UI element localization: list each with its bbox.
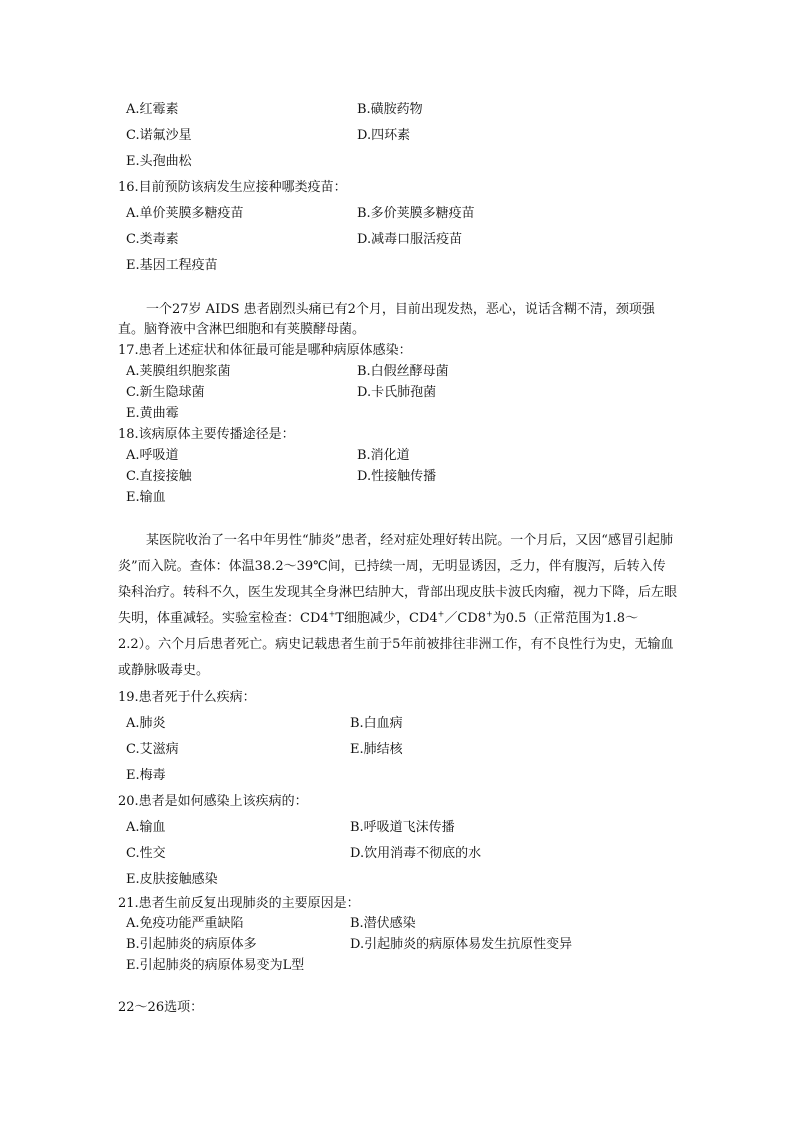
case3-sup-2: + (437, 609, 445, 619)
question-21-stem: 21.患者生前反复出现肺炎的主要原因是： (118, 896, 360, 911)
option-19-a: A.肺炎 (126, 716, 166, 731)
option-16-d: D.减毒口服活疫苗 (357, 232, 463, 247)
question-16-stem: 16.目前预防该病发生应接种哪类疫苗： (118, 180, 347, 195)
case3-text-1: 某医院收治了一名中年男性“肺炎”患者，经对症处理好转出院。一个月后，又因“感冒引起肺炎”而入院。查体：体温38.2～39℃间，已持续一周，无明显诱因，乏力，伴有腹泻，后转入传染科治疗。转科不久，医生发现其全身淋巴结肿大，背部出现皮肤卡波氏肉瘤，视力下降，后左眼失明，体重减轻。实验室检查：CD4 (118, 533, 678, 626)
case3-text-2: T细胞减少，CD4 (335, 611, 438, 626)
option-15-a: A.红霉素 (126, 102, 179, 117)
option-17-b: B.白假丝酵母菌 (357, 364, 449, 379)
option-19-b: B.白血病 (350, 716, 403, 731)
option-15-c: C.诺氟沙星 (126, 128, 192, 143)
question-18-stem: 18.该病原体主要传播途径是： (118, 427, 295, 442)
option-17-d: D.卡氏肺孢菌 (357, 385, 437, 400)
option-16-a: A.单价荚膜多糖疫苗 (126, 206, 244, 221)
case-paragraph-aids: 一个27岁 AIDS 患者剧烈头痛已有2个月，目前出现发热，恶心，说话含糊不清，颈项强直。脑脊液中含淋巴细胞和有荚膜酵母菌。 (118, 302, 655, 337)
option-15-e: E.头孢曲松 (126, 154, 192, 169)
options-heading-22-26: 22～26选项： (118, 1000, 204, 1015)
case3-text-4: 为0.5（正常范围为1.8～2.2）。六个月后患者死亡。病史记载患者生前于5年前被排往非洲工作，有不良性行为史，无输血或静脉吸毒史。 (118, 611, 674, 678)
option-21-b: B.潜伏感染 (350, 916, 416, 931)
option-18-d: D.性接触传播 (357, 469, 437, 484)
option-17-a: A.荚膜组织胞浆菌 (126, 364, 231, 379)
question-17-stem: 17.患者上述症状和体征最可能是哪种病原体感染： (118, 343, 412, 358)
option-16-e: E.基因工程疫苗 (126, 258, 218, 273)
option-21-e: E.引起肺炎的病原体易变为L型 (126, 958, 305, 973)
option-18-a: A.呼吸道 (126, 448, 179, 463)
option-19-c: C.艾滋病 (126, 742, 179, 757)
option-20-a: A.输血 (126, 820, 166, 835)
option-16-b: B.多价荚膜多糖疫苗 (357, 206, 475, 221)
option-20-d: D.饮用消毒不彻底的水 (350, 846, 482, 861)
option-21-a: A.免疫功能严重缺陷 (126, 916, 244, 931)
option-21-d: D.引起肺炎的病原体易发生抗原性变异 (350, 937, 573, 952)
option-19-d: E.肺结核 (350, 742, 403, 757)
option-18-c: C.直接接触 (126, 469, 192, 484)
option-18-b: B.消化道 (357, 448, 410, 463)
option-20-c: C.性交 (126, 846, 166, 861)
option-20-e: E.皮肤接触感染 (126, 872, 218, 887)
case-paragraph-hiv (118, 528, 678, 684)
option-17-c: C.新生隐球菌 (126, 385, 205, 400)
case3-text-3: ／CD8 (444, 611, 487, 626)
option-15-b: B.磺胺药物 (357, 102, 423, 117)
case3-sup-3: + (486, 609, 493, 619)
option-20-b: B.呼吸道飞沫传播 (350, 820, 455, 835)
option-17-e: E.黄曲霉 (126, 406, 179, 421)
option-16-c: C.类毒素 (126, 232, 179, 247)
case3-sup-1: + (328, 609, 336, 619)
option-19-e: E.梅毒 (126, 768, 166, 783)
option-15-d: D.四环素 (357, 128, 411, 143)
question-19-stem: 19.患者死于什么疾病： (118, 690, 256, 705)
option-21-c: B.引起肺炎的病原体多 (126, 937, 257, 952)
question-20-stem: 20.患者是如何感染上该疾病的： (118, 794, 308, 809)
option-18-e: E.输血 (126, 490, 166, 505)
